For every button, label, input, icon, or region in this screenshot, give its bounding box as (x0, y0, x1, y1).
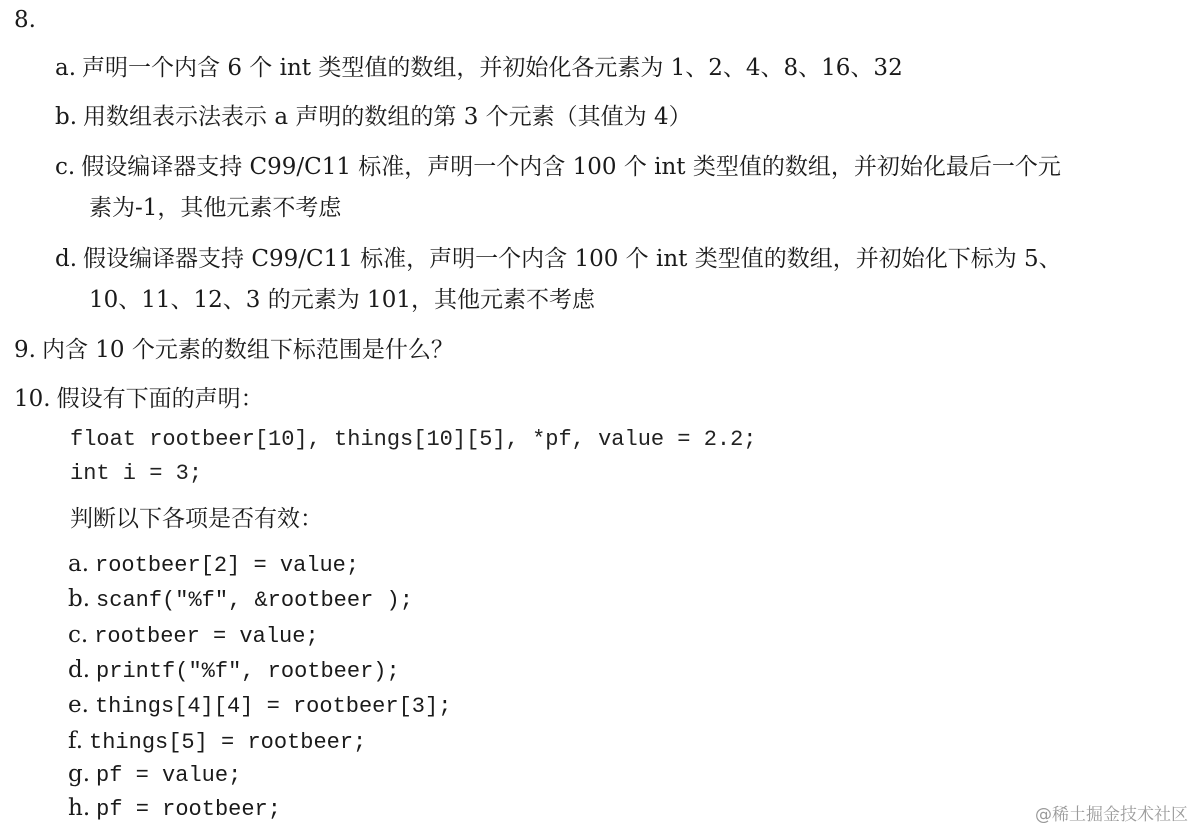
item-marker: d. (55, 246, 78, 272)
question-10b-code: scanf("%f", &rootbeer ); (96, 588, 413, 613)
question-8d (55, 243, 1062, 275)
question-10d-code: printf("%f", rootbeer); (96, 659, 400, 684)
question-10a-code: rootbeer[2] = value; (95, 553, 360, 578)
question-8a-text: 声明一个内含 6 个 int 类型值的数组，并初始化各元素为 1、2、4、8、16、32 (82, 55, 903, 81)
item-marker: a. (68, 551, 90, 577)
question-8c (55, 151, 1061, 183)
item-marker: b. (55, 104, 78, 130)
declaration-code-line-2: int i = 3; (70, 461, 203, 486)
item-marker: e. (68, 692, 89, 718)
watermark: @稀土掘金技术社区 (1035, 805, 1188, 825)
question-8d-text: 假设编译器支持 C99/C11 标准，声明一个内含 100 个 int 类型值的数组，并初始化下标为 5、 (83, 246, 1062, 272)
question-10h (68, 792, 281, 826)
item-marker: g. (68, 761, 91, 787)
question-10e-code: things[4][4] = rootbeer[3]; (94, 694, 452, 719)
question-10c (68, 619, 319, 653)
question-10g (68, 758, 241, 792)
question-10e (68, 689, 451, 723)
question-8c-continuation: 素为-1，其他元素不考虑 (89, 195, 342, 221)
question-8a (55, 52, 903, 84)
question-10f-code: things[5] = rootbeer; (89, 730, 367, 755)
question-10-number: 10. (14, 386, 51, 412)
item-marker: c. (55, 154, 76, 180)
question-10f (68, 725, 366, 759)
declaration-code-line-1: float rootbeer[10], things[10][5], *pf, value = 2.2; (70, 427, 757, 452)
item-marker: f. (68, 728, 84, 754)
item-marker: a. (55, 55, 77, 81)
question-8-number: 8. (14, 7, 36, 33)
item-marker: d. (68, 657, 91, 683)
question-8b (55, 101, 692, 133)
question-10h-code: pf = rootbeer; (96, 797, 281, 822)
question-8b-text: 用数组表示法表示 a 声明的数组的第 3 个元素（其值为 4） (83, 104, 692, 130)
question-10-text: 假设有下面的声明： (56, 386, 264, 412)
question-10c-code: rootbeer = value; (94, 624, 319, 649)
item-marker: c. (68, 622, 89, 648)
question-10b (68, 583, 413, 617)
question-8d-continuation: 10、11、12、3 的元素为 101，其他元素不考虑 (89, 287, 595, 313)
question-10 (14, 383, 264, 415)
question-10-prompt: 判断以下各项是否有效： (70, 506, 323, 532)
item-marker: b. (68, 586, 91, 612)
question-9-number: 9. (14, 337, 36, 363)
question-10d (68, 654, 400, 688)
item-marker: h. (68, 795, 91, 821)
question-9 (14, 334, 454, 366)
question-10a (68, 548, 359, 582)
question-10g-code: pf = value; (96, 763, 242, 788)
question-8c-text: 假设编译器支持 C99/C11 标准，声明一个内含 100 个 int 类型值的数组，并初始化最后一个元 (81, 154, 1061, 180)
question-9-text: 内含 10 个元素的数组下标范围是什么？ (41, 337, 454, 363)
